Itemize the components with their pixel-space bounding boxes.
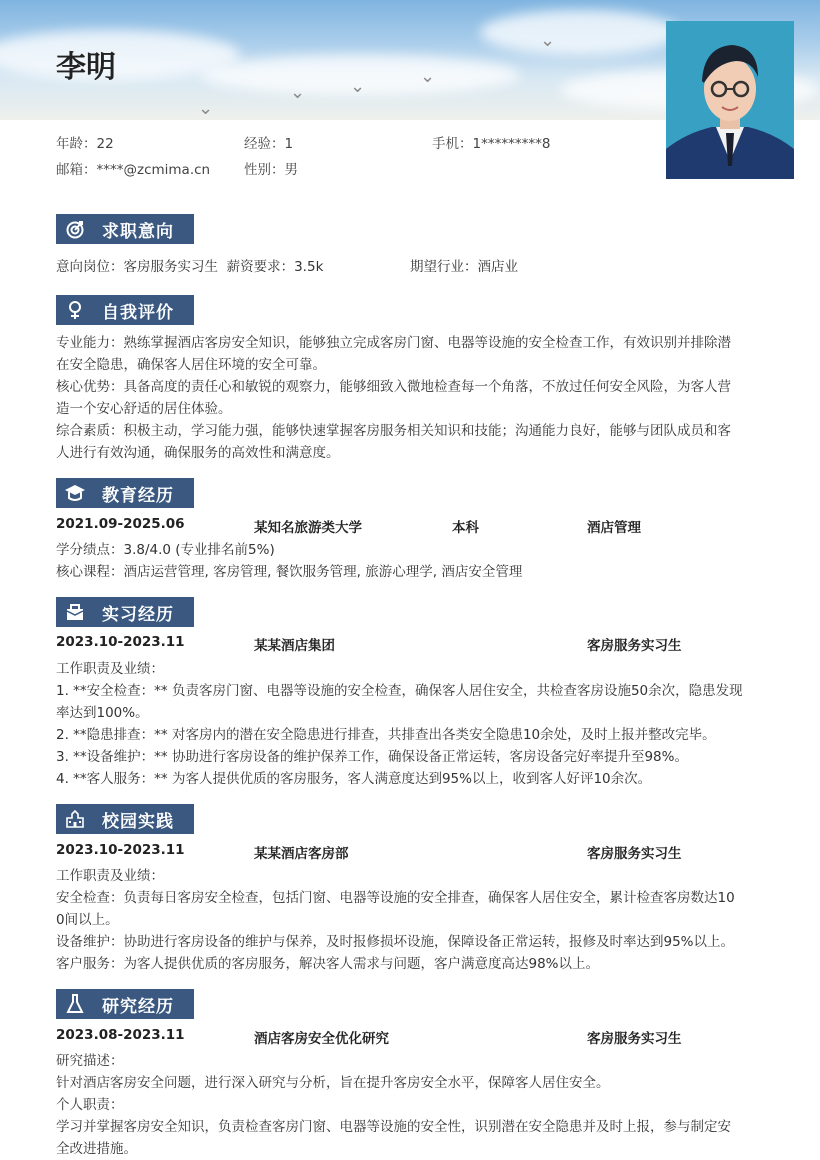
intent-position: 意向岗位：客房服务实习生 bbox=[56, 259, 218, 275]
intern-role: 客房服务实习生 bbox=[587, 638, 682, 654]
text-line: 针对酒店客房安全问题，进行深入研究与分析，旨在提升客房安全水平，保障客人居住安全。 bbox=[56, 1075, 610, 1091]
campus-role: 客房服务实习生 bbox=[587, 846, 682, 862]
experience-field: 经验：1 bbox=[244, 136, 294, 152]
school-building-icon bbox=[60, 810, 90, 828]
text-line: 核心优势：具备高度的责任心和敏锐的观察力，能够细致入微地检查每一个角落，不放过任何安全风险，为客人营 bbox=[56, 379, 731, 395]
text-line: 工作职责及业绩： bbox=[56, 661, 164, 677]
edu-school: 某知名旅游类大学 bbox=[254, 520, 362, 536]
text-line: 率达到100%。 bbox=[56, 705, 149, 721]
text-line: 造一个安心舒适的居住体验。 bbox=[56, 401, 232, 417]
section-title: 求职意向 bbox=[102, 221, 174, 242]
education-row bbox=[56, 516, 768, 538]
target-icon bbox=[60, 219, 90, 239]
bird-icon: ⌄ bbox=[540, 30, 556, 51]
edu-degree: 本科 bbox=[452, 520, 479, 536]
text-line: 研究描述： bbox=[56, 1053, 124, 1069]
edu-date: 2021.09-2025.06 bbox=[56, 516, 185, 532]
section-header-self bbox=[56, 295, 194, 325]
text-line: 0间以上。 bbox=[56, 912, 119, 928]
section-header-campus bbox=[56, 804, 194, 834]
edu-major: 酒店管理 bbox=[587, 520, 641, 536]
text-line: 3. **设备维护：** 协助进行客房设备的维护保养工作，确保设备正常运转，客房设备完好率提升至98%。 bbox=[56, 749, 688, 765]
section-title: 教育经历 bbox=[102, 485, 174, 506]
section-title: 自我评价 bbox=[102, 302, 174, 323]
bird-icon: ⌄ bbox=[420, 66, 436, 87]
campus-row bbox=[56, 842, 768, 864]
text-line: 全改进措施。 bbox=[56, 1141, 137, 1157]
text-line: 安全检查：负责每日客房安全检查，包括门窗、电器等设施的安全排查，确保客人居住安全，累计检查客房数达10 bbox=[56, 890, 735, 906]
intent-industry: 期望行业：酒店业 bbox=[410, 259, 518, 275]
section-header-education bbox=[56, 478, 194, 508]
text-line: 客户服务：为客人提供优质的客房服务，解决客人需求与问题，客户满意度高达98%以上。 bbox=[56, 956, 600, 972]
cloud-decoration bbox=[480, 10, 680, 55]
text-line: 个人职责： bbox=[56, 1097, 124, 1113]
portrait-icon bbox=[666, 21, 794, 179]
intern-details bbox=[56, 658, 768, 790]
campus-details bbox=[56, 865, 768, 975]
research-title: 酒店客房安全优化研究 bbox=[254, 1031, 389, 1047]
text-line: 4. **客人服务：** 为客人提供优质的客房服务，客人满意度达到95%以上，收到客人好评10余次。 bbox=[56, 771, 652, 787]
section-title: 校园实践 bbox=[102, 811, 174, 832]
email-field: 邮箱：****@zcmima.cn bbox=[56, 162, 211, 178]
text-line: 人进行有效沟通，确保服务的高效性和满意度。 bbox=[56, 445, 340, 461]
text-line: 在安全隐患，确保客人居住环境的安全可靠。 bbox=[56, 357, 326, 373]
briefcase-icon bbox=[60, 603, 90, 621]
text-line: 工作职责及业绩： bbox=[56, 868, 164, 884]
campus-date: 2023.10-2023.11 bbox=[56, 842, 185, 858]
edu-details bbox=[56, 539, 768, 583]
bird-icon: ⌄ bbox=[350, 76, 366, 97]
intern-org: 某某酒店集团 bbox=[254, 638, 335, 654]
gender-field: 性别：男 bbox=[244, 162, 298, 178]
intern-date: 2023.10-2023.11 bbox=[56, 634, 185, 650]
text-line: 综合素质：积极主动，学习能力强，能够快速掌握客房服务相关知识和技能；沟通能力良好，能够与团队成员和客 bbox=[56, 423, 731, 439]
text-line: 设备维护：协助进行客房设备的维护与保养，及时报修损坏设施，保障设备正常运转，报修及时率达到95%以上。 bbox=[56, 934, 735, 950]
research-row bbox=[56, 1027, 768, 1049]
text-line: 学习并掌握客房安全知识，负责检查客房门窗、电器等设施的安全性，识别潜在安全隐患并及时上报，参与制定安 bbox=[56, 1119, 731, 1135]
text-line: 1. **安全检查：** 负责客房门窗、电器等设施的安全检查，确保客人居住安全，共检查客房设施50余次，隐患发现 bbox=[56, 683, 743, 699]
text-line: 核心课程：酒店运营管理, 客房管理, 餐饮服务管理, 旅游心理学, 酒店安全管理 bbox=[56, 564, 523, 580]
section-title: 实习经历 bbox=[102, 604, 174, 625]
campus-org: 某某酒店客房部 bbox=[254, 846, 349, 862]
research-role: 客房服务实习生 bbox=[587, 1031, 682, 1047]
text-line: 2. **隐患排查：** 对客房内的潜在安全隐患进行排查，共排查出各类安全隐患10余处，及时上报并整改完毕。 bbox=[56, 727, 716, 743]
age-field: 年龄：22 bbox=[56, 136, 114, 152]
candidate-name: 李明 bbox=[56, 50, 116, 85]
section-header-internship bbox=[56, 597, 194, 627]
self-eval-text bbox=[56, 332, 768, 464]
graduation-cap-icon bbox=[60, 484, 90, 502]
section-title: 研究经历 bbox=[102, 996, 174, 1017]
text-line: 学分绩点：3.8/4.0 (专业排名前5%) bbox=[56, 542, 275, 558]
research-details bbox=[56, 1050, 768, 1160]
internship-row bbox=[56, 634, 768, 656]
text-line: 专业能力：熟练掌握酒店客房安全知识，能够独立完成客房门窗、电器等设施的安全检查工作，有效识别并排除潜 bbox=[56, 335, 731, 351]
intent-row bbox=[56, 256, 768, 278]
phone-field: 手机：1*********8 bbox=[432, 136, 551, 152]
profile-photo bbox=[666, 21, 794, 179]
intent-salary: 薪资要求：3.5k bbox=[226, 259, 324, 275]
bird-icon: ⌄ bbox=[290, 82, 306, 103]
bird-icon: ⌄ bbox=[198, 98, 214, 119]
award-icon bbox=[60, 300, 90, 320]
section-header-research bbox=[56, 989, 194, 1019]
research-date: 2023.08-2023.11 bbox=[56, 1027, 185, 1043]
flask-icon bbox=[60, 994, 90, 1014]
section-header-intent bbox=[56, 214, 194, 244]
